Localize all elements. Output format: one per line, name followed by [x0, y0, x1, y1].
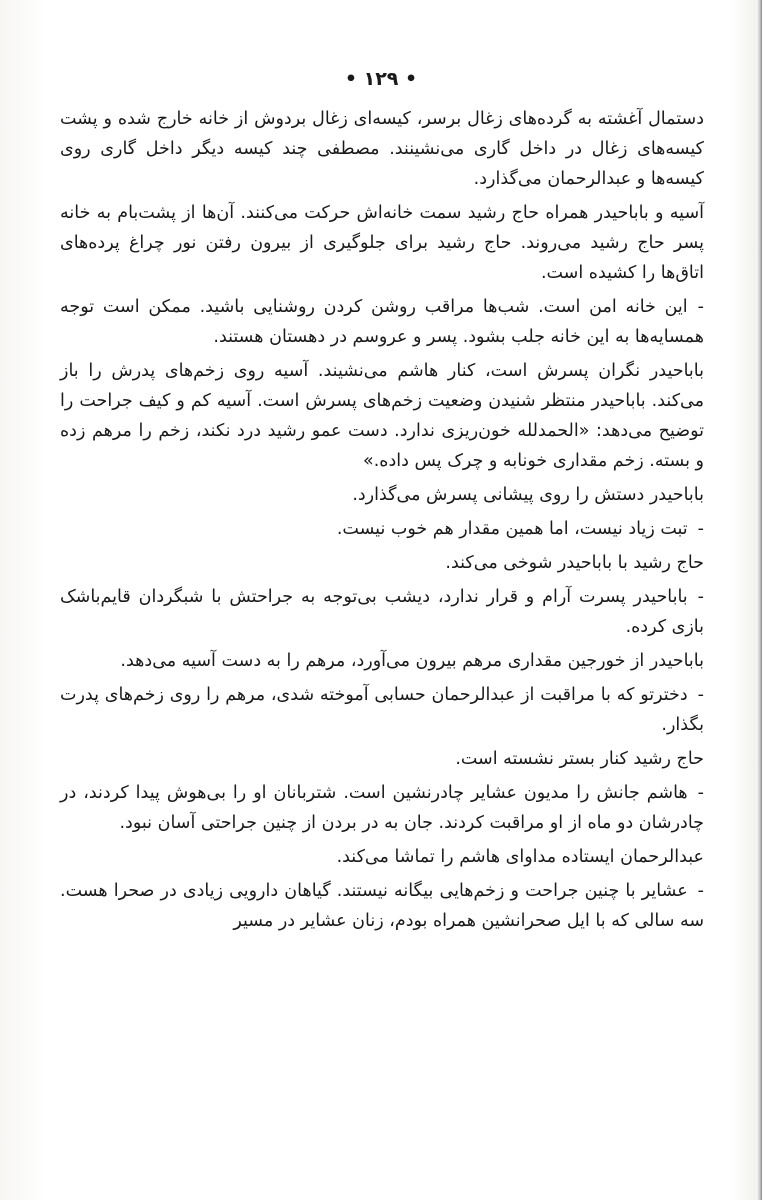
dialogue-text: دخترتو که با مراقبت از عبدالرحمان حسابی آموخته شدی، مرهم را روی زخم‌های پدرت بگذار. — [60, 685, 704, 735]
dialogue-dash: - — [697, 587, 704, 607]
paragraph-text: باباحیدر دستش را روی پیشانی پسرش می‌گذارد. — [352, 485, 704, 505]
dialogue-text: هاشم جانش را مدیون عشایر چادرنشین است. شتربانان او را بی‌هوش پیدا کردند، در چادرشان دو ماه از او مراقبت کردند. جان به در بردن از چنین جراحتی آسان نبود. — [60, 783, 704, 833]
dialogue-text: این خانه امن است. شب‌ها مراقب روشن کردن روشنایی باشید. ممکن است توجه همسایه‌ها به این خانه جلب بشود. پسر و عروسم در دهستان هستند. — [60, 297, 704, 347]
dialogue-dash: - — [697, 519, 704, 539]
dialogue-5 — [60, 778, 704, 838]
body-text — [60, 104, 704, 940]
dialogue-dash: - — [697, 297, 704, 317]
paragraph-8 — [60, 842, 704, 872]
dialogue-dash: - — [697, 881, 704, 901]
paragraph-text: باباحیدر از خورجین مقداری مرهم بیرون می‌آورد، مرهم را به دست آسیه می‌دهد. — [120, 651, 704, 671]
page-spine-shadow — [756, 0, 762, 1200]
dialogue-dash: - — [697, 685, 704, 705]
paragraph-text: حاج رشید کنار بستر نشسته است. — [455, 749, 704, 769]
paragraph-3 — [60, 356, 704, 476]
paragraph-4 — [60, 480, 704, 510]
dialogue-3 — [60, 582, 704, 642]
paragraph-1 — [60, 104, 704, 194]
dialogue-4 — [60, 680, 704, 740]
paragraph-2 — [60, 198, 704, 288]
dialogue-2 — [60, 514, 704, 544]
dialogue-text: باباحیدر پسرت آرام و قرار ندارد، دیشب بی‌توجه به جراحتش با شبگردان قایم‌باشک بازی کرده. — [60, 587, 704, 637]
paragraph-6 — [60, 646, 704, 676]
dialogue-text: تبت زیاد نیست، اما همین مقدار هم خوب نیست. — [336, 519, 688, 539]
paragraph-text: عبدالرحمان ایستاده مداوای هاشم را تماشا می‌کند. — [336, 847, 704, 867]
paragraph-text: باباحیدر نگران پسرش است، کنار هاشم می‌نشیند. آسیه روی زخم‌های پدرش را باز می‌کند. باباحیدر منتظر شنیدن وضعیت زخم‌های پسرش است. آسیه کم و کیف جراحت را توضیح می‌دهد: «الحمدلله خون‌ریزی ندارد. دست عمو رشید درد نکند، زخم را مرهم زده و بسته. زخم مقداری خونابه و چرک پس داده.» — [60, 361, 704, 471]
paragraph-text: آسیه و باباحیدر همراه حاج رشید سمت خانه‌اش حرکت می‌کنند. آن‌ها از پشت‌بام به خانه پسر حاج رشید می‌روند. حاج رشید برای جلوگیری از بیرون رفتن نور چراغ پرده‌های اتاق‌ها را کشیده است. — [60, 203, 704, 283]
dialogue-dash: - — [697, 783, 704, 803]
dialogue-1 — [60, 292, 704, 352]
dialogue-text: عشایر با چنین جراحت و زخم‌هایی بیگانه نیستند. گیاهان دارویی زیادی در صحرا هست. سه سالی که با ایل صحرانشین همراه بودم، زنان عشایر در مسیر — [60, 881, 704, 931]
paragraph-5 — [60, 548, 704, 578]
dialogue-6 — [60, 876, 704, 936]
paragraph-7 — [60, 744, 704, 774]
page-number: • ۱۲۹ • — [344, 68, 418, 90]
paragraph-text: حاج رشید با باباحیدر شوخی می‌کند. — [445, 553, 704, 573]
paragraph-text: دستمال آغشته به گرده‌های زغال برسر، کیسه‌ای زغال بردوش از خانه خارج شده و پشت کیسه‌های زغال در داخل گاری می‌نشینند. مصطفی چند کیسه دیگر داخل گاری روی کیسه‌ها و عبدالرحمان می‌گذارد. — [60, 109, 704, 189]
